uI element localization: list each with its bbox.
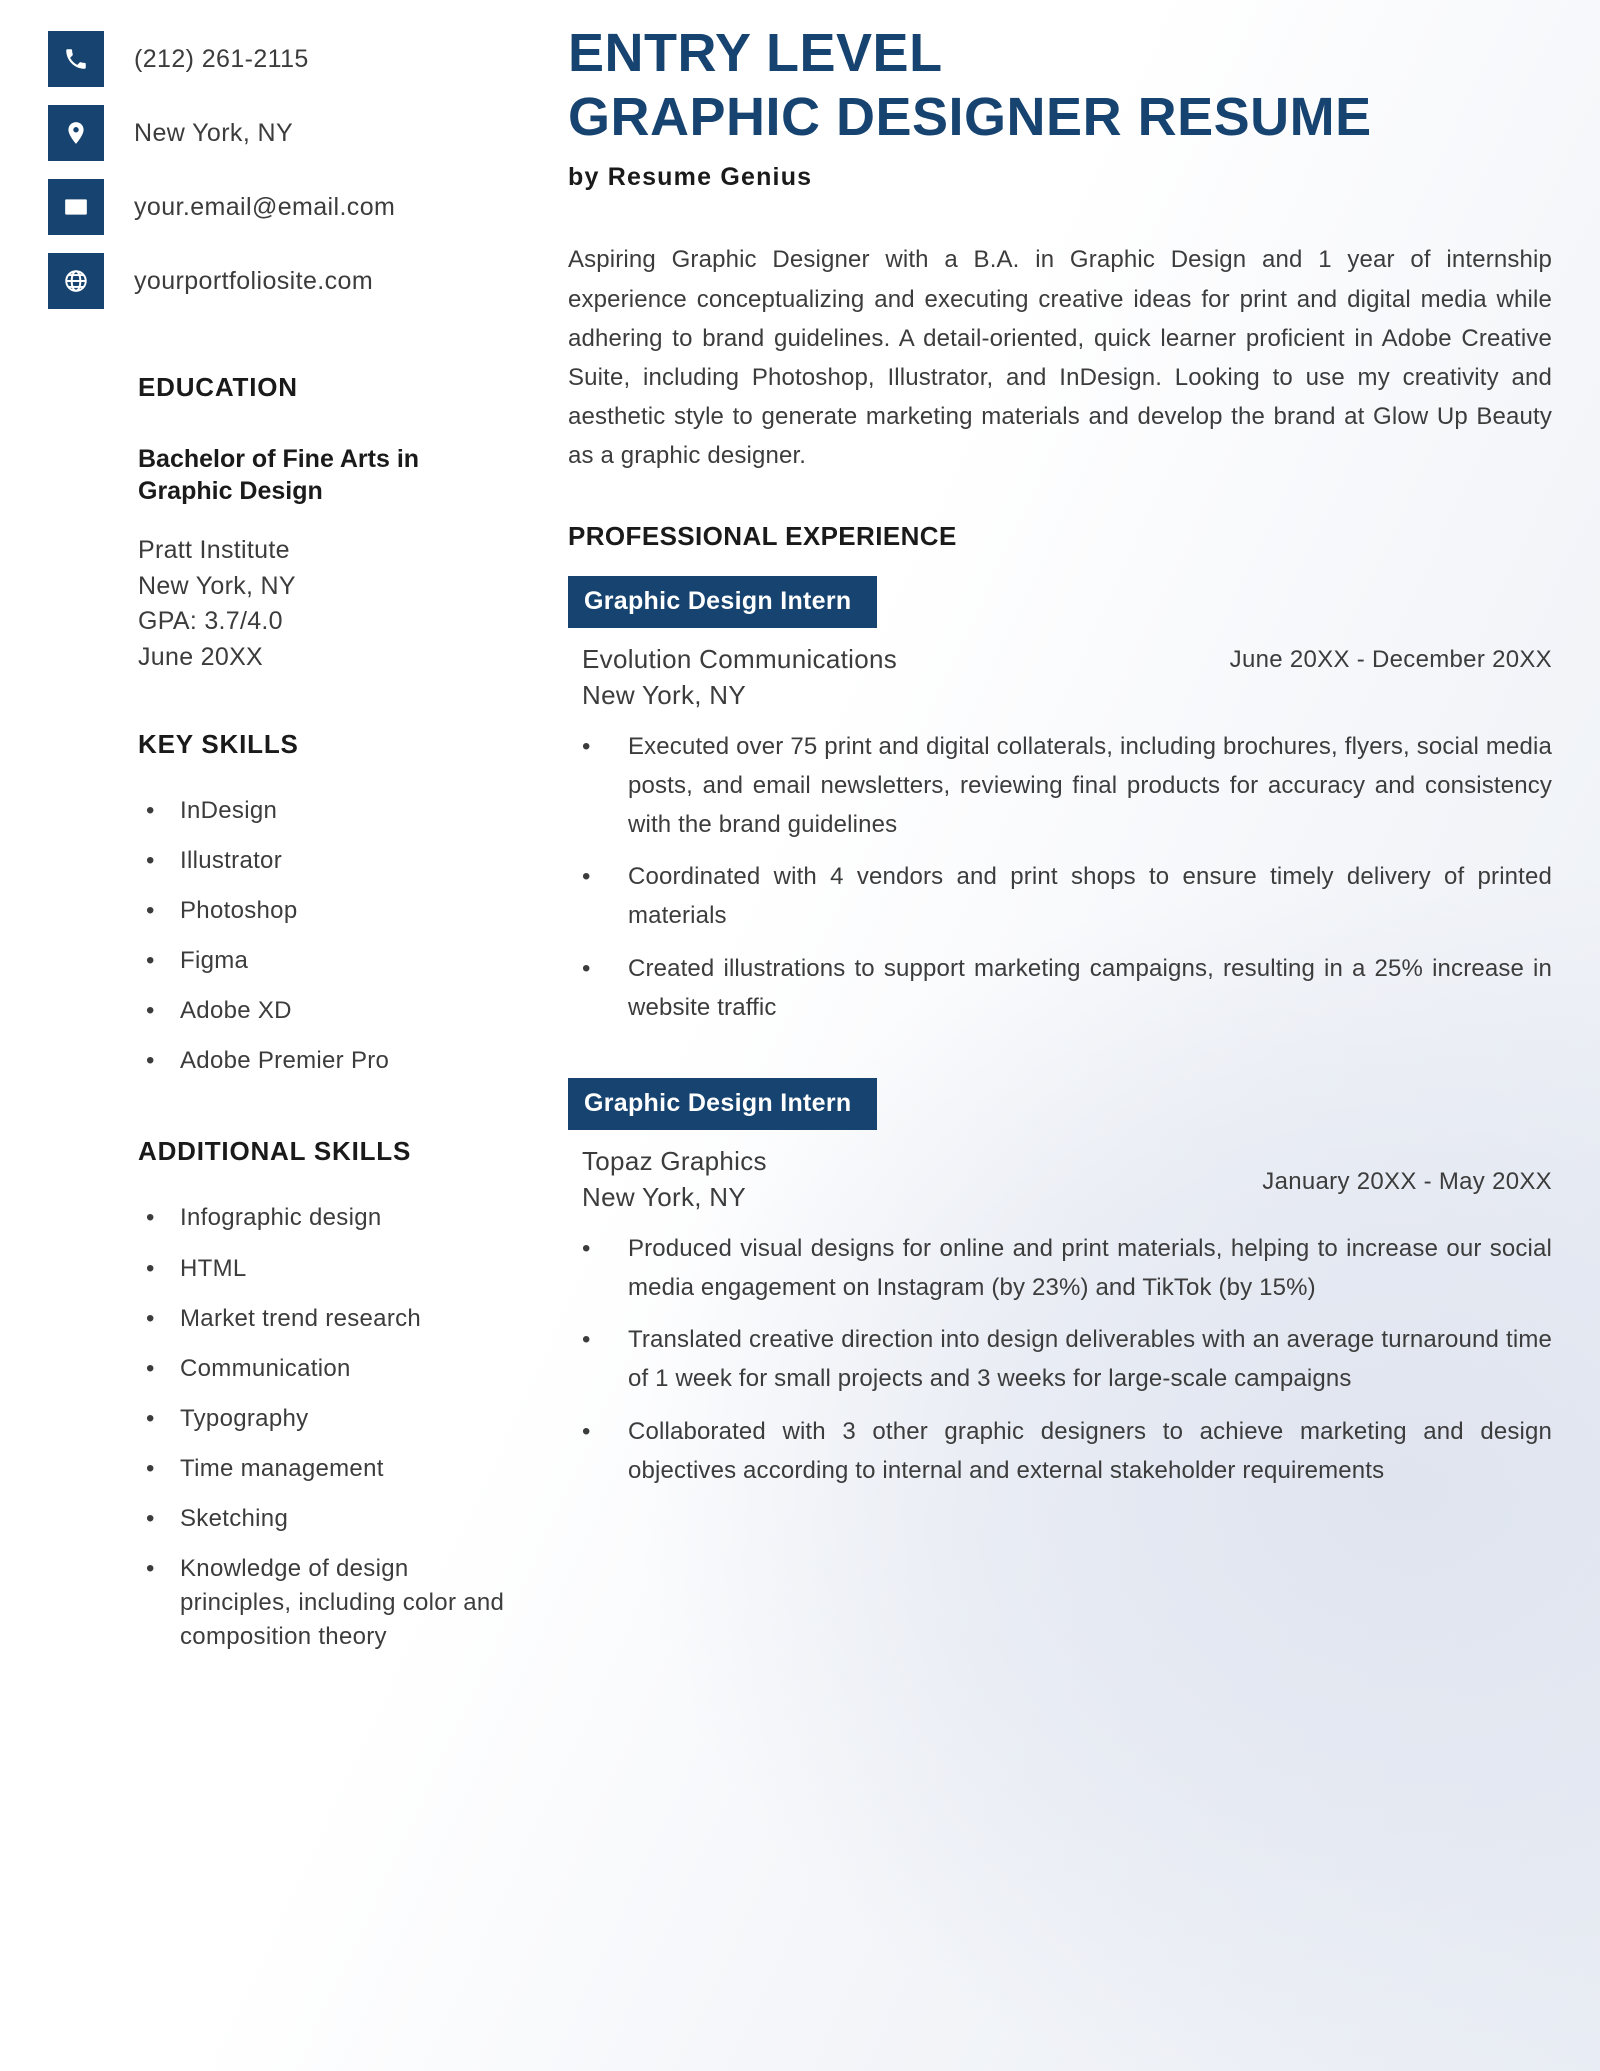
job-dates: June 20XX - December 20XX (1229, 646, 1552, 674)
additional-skill-label: Time management (180, 1454, 384, 1482)
key-skill-label: Adobe Premier Pro (180, 1047, 390, 1075)
bullet-icon: • (146, 1354, 155, 1382)
key-skill-label: Photoshop (180, 897, 298, 925)
list-item (138, 1452, 518, 1486)
list-item (568, 858, 1552, 936)
job-bullet-text: Collaborated with 3 other graphic designers to achieve marketing and design objectives according to internal and external stakeholder requirements (628, 1418, 1552, 1485)
additional-skill-label: Market trend research (180, 1304, 422, 1332)
contact-website-text: yourportfoliosite.com (134, 266, 374, 295)
key-skill-label: InDesign (180, 797, 278, 824)
list-item (138, 1252, 518, 1286)
experience-heading: PROFESSIONAL EXPERIENCE (568, 521, 957, 552)
job-bullet-text: Translated creative direction into design deliverables with an average turnaround time of 1 week for small projects and 3 weeks for large-scale campaigns (628, 1326, 1552, 1393)
job-bullet-text: Executed over 75 print and digital collaterals, including brochures, flyers, social media posts, and email newsletters, reviewing final products for accuracy and consistency with the brand guidelines (628, 732, 1552, 838)
page-title-line1: ENTRY LEVEL (568, 23, 943, 83)
additional-skill-label: Typography (180, 1404, 309, 1432)
contact-item-website (48, 244, 518, 318)
bullet-icon: • (146, 1404, 155, 1432)
list-item (568, 950, 1552, 1028)
contact-item-email (48, 170, 518, 244)
education-section (48, 372, 518, 675)
bullet-icon: • (146, 1454, 155, 1482)
bullet-icon: • (582, 863, 591, 891)
job-location: New York, NY (582, 1181, 747, 1212)
key-skills-section (48, 729, 518, 1078)
list-item (138, 994, 518, 1028)
additional-skills-heading: ADDITIONAL SKILLS (138, 1136, 412, 1167)
job-dates: January 20XX - May 20XX (1262, 1167, 1552, 1195)
list-item (138, 794, 518, 828)
education-date: June 20XX (138, 642, 264, 671)
page-title (568, 22, 1552, 149)
list-item (138, 894, 518, 928)
bullet-icon: • (146, 1204, 155, 1232)
list-item (568, 728, 1552, 845)
bullet-icon: • (146, 1304, 155, 1332)
contact-location-text: New York, NY (134, 118, 294, 147)
key-skills-heading: KEY SKILLS (138, 729, 299, 759)
job-company (568, 642, 897, 714)
education-degree: Bachelor of Fine Arts in Graphic Design (138, 445, 420, 505)
education-gpa: GPA: 3.7/4.0 (138, 607, 283, 635)
job-company (568, 1144, 767, 1216)
job-meta (568, 642, 1552, 714)
bullet-icon: • (146, 897, 155, 925)
bullet-icon: • (582, 732, 591, 760)
job-company-name: Topaz Graphics (582, 1145, 767, 1176)
additional-skill-label: Communication (180, 1354, 351, 1382)
education-school: Pratt Institute (138, 536, 290, 564)
additional-skill-label: Sketching (180, 1504, 289, 1532)
list-item (138, 1201, 518, 1235)
job-title-badge: Graphic Design Intern (568, 576, 877, 628)
globe-icon (48, 253, 104, 309)
bullet-icon: • (146, 947, 155, 975)
bullet-icon: • (146, 797, 155, 824)
experience-entry (568, 552, 1552, 1028)
bullet-icon: • (582, 955, 591, 983)
contact-item-location (48, 96, 518, 170)
summary-paragraph: Aspiring Graphic Designer with a B.A. in Graphic Design and 1 year of internship experience conceptualizing and executing creative ideas for print and digital media while adhering to brand guidelines. A detail-oriented, quick learner proficient in Adobe Creative Suite, including Photoshop, Illustrator, and InDesign. Looking to use my creativity and aesthetic style to generate marketing materials and develop the brand at Glow Up Beauty as a graphic designer. (568, 246, 1552, 469)
contact-email-text: your.email@email.com (134, 192, 396, 221)
list-item (138, 1502, 518, 1536)
list-item (568, 1230, 1552, 1308)
bullet-icon: • (146, 1047, 155, 1075)
job-bullet-list (568, 728, 1552, 1028)
bullet-icon: • (582, 1234, 591, 1262)
additional-skills-list (138, 1201, 518, 1654)
bullet-icon: • (146, 1504, 155, 1532)
contact-phone-text: (212) 261-2115 (134, 44, 309, 73)
list-item (138, 944, 518, 978)
additional-skills-section (48, 1136, 518, 1654)
bullet-icon: • (146, 1254, 155, 1282)
list-item (138, 1402, 518, 1436)
location-pin-icon (48, 105, 104, 161)
education-location: New York, NY (138, 571, 296, 600)
job-bullet-text: Coordinated with 4 vendors and print shops to ensure timely delivery of printed materials (628, 863, 1552, 930)
job-location: New York, NY (582, 679, 747, 710)
sidebar (48, 22, 518, 1670)
list-item (138, 1352, 518, 1386)
additional-skill-label: Knowledge of design principles, including color and composition theory (180, 1555, 505, 1651)
list-item (568, 1413, 1552, 1491)
list-item (568, 1321, 1552, 1399)
list-item (138, 1552, 518, 1654)
list-item (138, 1302, 518, 1336)
job-company-name: Evolution Communications (582, 644, 898, 675)
key-skill-label: Adobe XD (180, 997, 292, 1025)
education-heading: EDUCATION (138, 372, 298, 402)
experience-entry (568, 1054, 1552, 1491)
contact-item-phone (48, 22, 518, 96)
bullet-icon: • (146, 1555, 155, 1583)
key-skills-list (138, 794, 518, 1078)
list-item (138, 1044, 518, 1078)
key-skill-label: Illustrator (180, 847, 282, 875)
bullet-icon: • (146, 997, 155, 1025)
envelope-icon (48, 179, 104, 235)
phone-icon (48, 31, 104, 87)
key-skill-label: Figma (180, 947, 249, 975)
job-title-badge: Graphic Design Intern (568, 1078, 877, 1130)
contact-list (48, 22, 518, 318)
main-content (568, 22, 1552, 1505)
job-bullet-list (568, 1230, 1552, 1491)
job-bullet-text: Created illustrations to support marketing campaigns, resulting in a 25% increase in website traffic (628, 955, 1552, 1022)
list-item (138, 844, 518, 878)
additional-skill-label: Infographic design (180, 1204, 382, 1232)
byline: by Resume Genius (568, 163, 813, 192)
job-bullet-text: Produced visual designs for online and print materials, helping to increase our social media engagement on Instagram (by 23%) and TikTok (by 15%) (628, 1234, 1552, 1301)
bullet-icon: • (146, 847, 155, 875)
bullet-icon: • (582, 1326, 591, 1354)
bullet-icon: • (582, 1418, 591, 1446)
job-meta (568, 1144, 1552, 1216)
page-title-line2: GRAPHIC DESIGNER RESUME (568, 86, 1372, 147)
additional-skill-label: HTML (180, 1254, 247, 1282)
